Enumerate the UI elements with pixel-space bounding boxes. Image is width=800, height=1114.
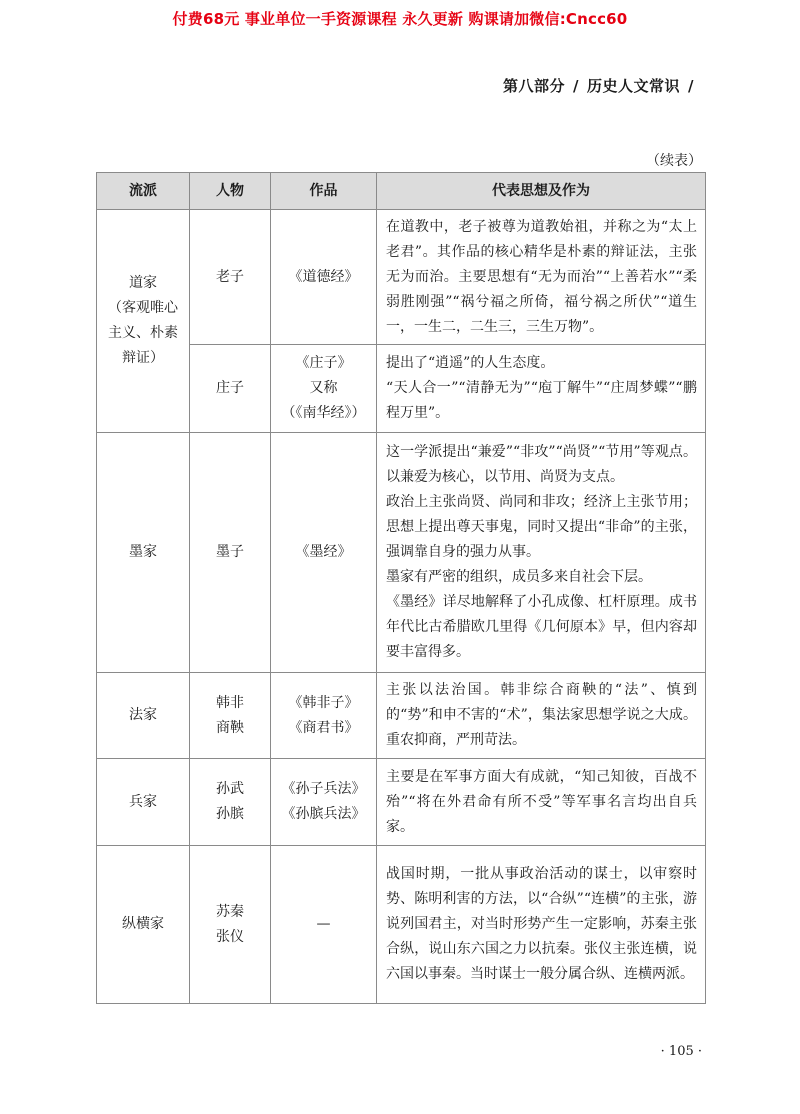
person-cell: 老子 <box>190 210 271 345</box>
person-line: 孙膑 <box>216 806 244 822</box>
desc-cell <box>377 433 706 673</box>
desc-line: 《墨经》详尽地解释了小孔成像、杠杆原理。成书年代比古希腊欧几里得《几何原本》早，但内容却要丰富得多。 <box>386 594 697 660</box>
ad-banner: 付费68元 事业单位一手资源课程 永久更新 购课请加微信:Cncc60 <box>172 10 628 28</box>
person-cell <box>190 759 271 846</box>
school-name: 道家 <box>129 275 157 291</box>
person-line: 孙武 <box>216 781 244 797</box>
desc-cell: 主要是在军事方面大有成就，“知己知彼，百战不殆”“将在外君命有所不受”等军事名言均出自兵家。 <box>377 759 706 846</box>
school-cell-bingjia: 兵家 <box>97 759 190 846</box>
desc-cell <box>377 345 706 433</box>
school-cell-mojia: 墨家 <box>97 433 190 673</box>
person-line: 韩非 <box>216 694 244 711</box>
table-row-mojia <box>97 433 706 673</box>
school-note-line: （客观唯心 <box>108 300 178 316</box>
desc-line: 这一学派提出“兼爱”“非攻”“尚贤”“节用”等观点。以兼爱为核心，以节用、尚贤为支点。 <box>386 444 697 485</box>
work-line: 《孙子兵法》 <box>281 781 366 797</box>
header-person: 人物 <box>190 173 271 210</box>
person-line: 张仪 <box>216 928 244 945</box>
header-work: 作品 <box>271 173 377 210</box>
work-line: 《商君书》 <box>288 719 359 736</box>
header-slash-end: / <box>688 77 694 95</box>
person-cell: 庄子 <box>190 345 271 433</box>
table-header-row <box>97 173 706 210</box>
work-cell <box>271 345 377 433</box>
running-header <box>503 75 702 96</box>
work-cell: 《墨经》 <box>271 433 377 673</box>
header-thought: 代表思想及作为 <box>377 173 706 210</box>
person-cell <box>190 846 271 1004</box>
school-note-line: 辩证） <box>122 350 164 366</box>
header-title: 历史人文常识 <box>587 77 681 95</box>
header-school: 流派 <box>97 173 190 210</box>
work-cell: 《道德经》 <box>271 210 377 345</box>
table-row-fajia <box>97 673 706 759</box>
work-cell <box>271 673 377 759</box>
schools-table <box>96 172 706 1004</box>
desc-line: “天人合一”“清静无为”“庖丁解牛”“庄周梦蝶”“鹏程万里”。 <box>386 380 697 421</box>
continued-label: （续表） <box>646 153 702 169</box>
work-line: 《孙膑兵法》 <box>281 806 366 822</box>
table-row-bingjia <box>97 759 706 846</box>
desc-line: 提出了“逍遥”的人生态度。 <box>386 355 555 371</box>
desc-cell: 主张以法治国。韩非综合商鞅的“法”、慎到的“势”和申不害的“术”，集法家思想学说之大成。重农抑商，严刑苛法。 <box>377 673 706 759</box>
header-part: 第八部分 <box>503 77 566 95</box>
work-line: 又称 <box>309 380 338 396</box>
table-row-laozi <box>97 210 706 345</box>
school-cell-daojia <box>97 210 190 433</box>
person-cell: 墨子 <box>190 433 271 673</box>
work-cell <box>271 759 377 846</box>
school-note-line: 主义、朴素 <box>108 325 178 341</box>
page-number: · 105 · <box>660 1044 702 1059</box>
table-row-zonghengjia <box>97 846 706 1004</box>
header-slash: / <box>573 77 579 95</box>
desc-cell: 在道教中，老子被尊为道教始祖，并称之为“太上老君”。其作品的核心精华是朴素的辩证法，主张无为而治。主要思想有“无为而治”“上善若水”“柔弱胜刚强”“祸兮福之所倚，福兮祸之所伏”“道生一，一生二，二生三，三生万物”。 <box>377 210 706 345</box>
person-line: 苏秦 <box>216 903 244 920</box>
desc-line: 墨家有严密的组织，成员多来自社会下层。 <box>386 569 652 585</box>
work-line: 《庄子》 <box>295 355 352 371</box>
person-cell <box>190 673 271 759</box>
desc-cell: 战国时期，一批从事政治活动的谋士，以审察时势、陈明利害的方法，以“合纵”“连横”的主张，游说列国君主，对当时形势产生一定影响，苏秦主张合纵，说山东六国之力以抗秦。张仪主张连横，说六国以事秦。当时谋士一般分属合纵、连横两派。 <box>377 846 706 1004</box>
school-cell-zonghengjia: 纵横家 <box>97 846 190 1004</box>
work-line: （《南华经》） <box>281 405 366 421</box>
person-line: 商鞅 <box>216 719 244 736</box>
school-cell-fajia: 法家 <box>97 673 190 759</box>
desc-line: 政治上主张尚贤、尚同和非攻；经济上主张节用；思想上提出尊天事鬼，同时又提出“非命”的主张，强调靠自身的强力从事。 <box>386 494 697 560</box>
work-cell: — <box>271 846 377 1004</box>
work-line: 《韩非子》 <box>288 694 359 711</box>
